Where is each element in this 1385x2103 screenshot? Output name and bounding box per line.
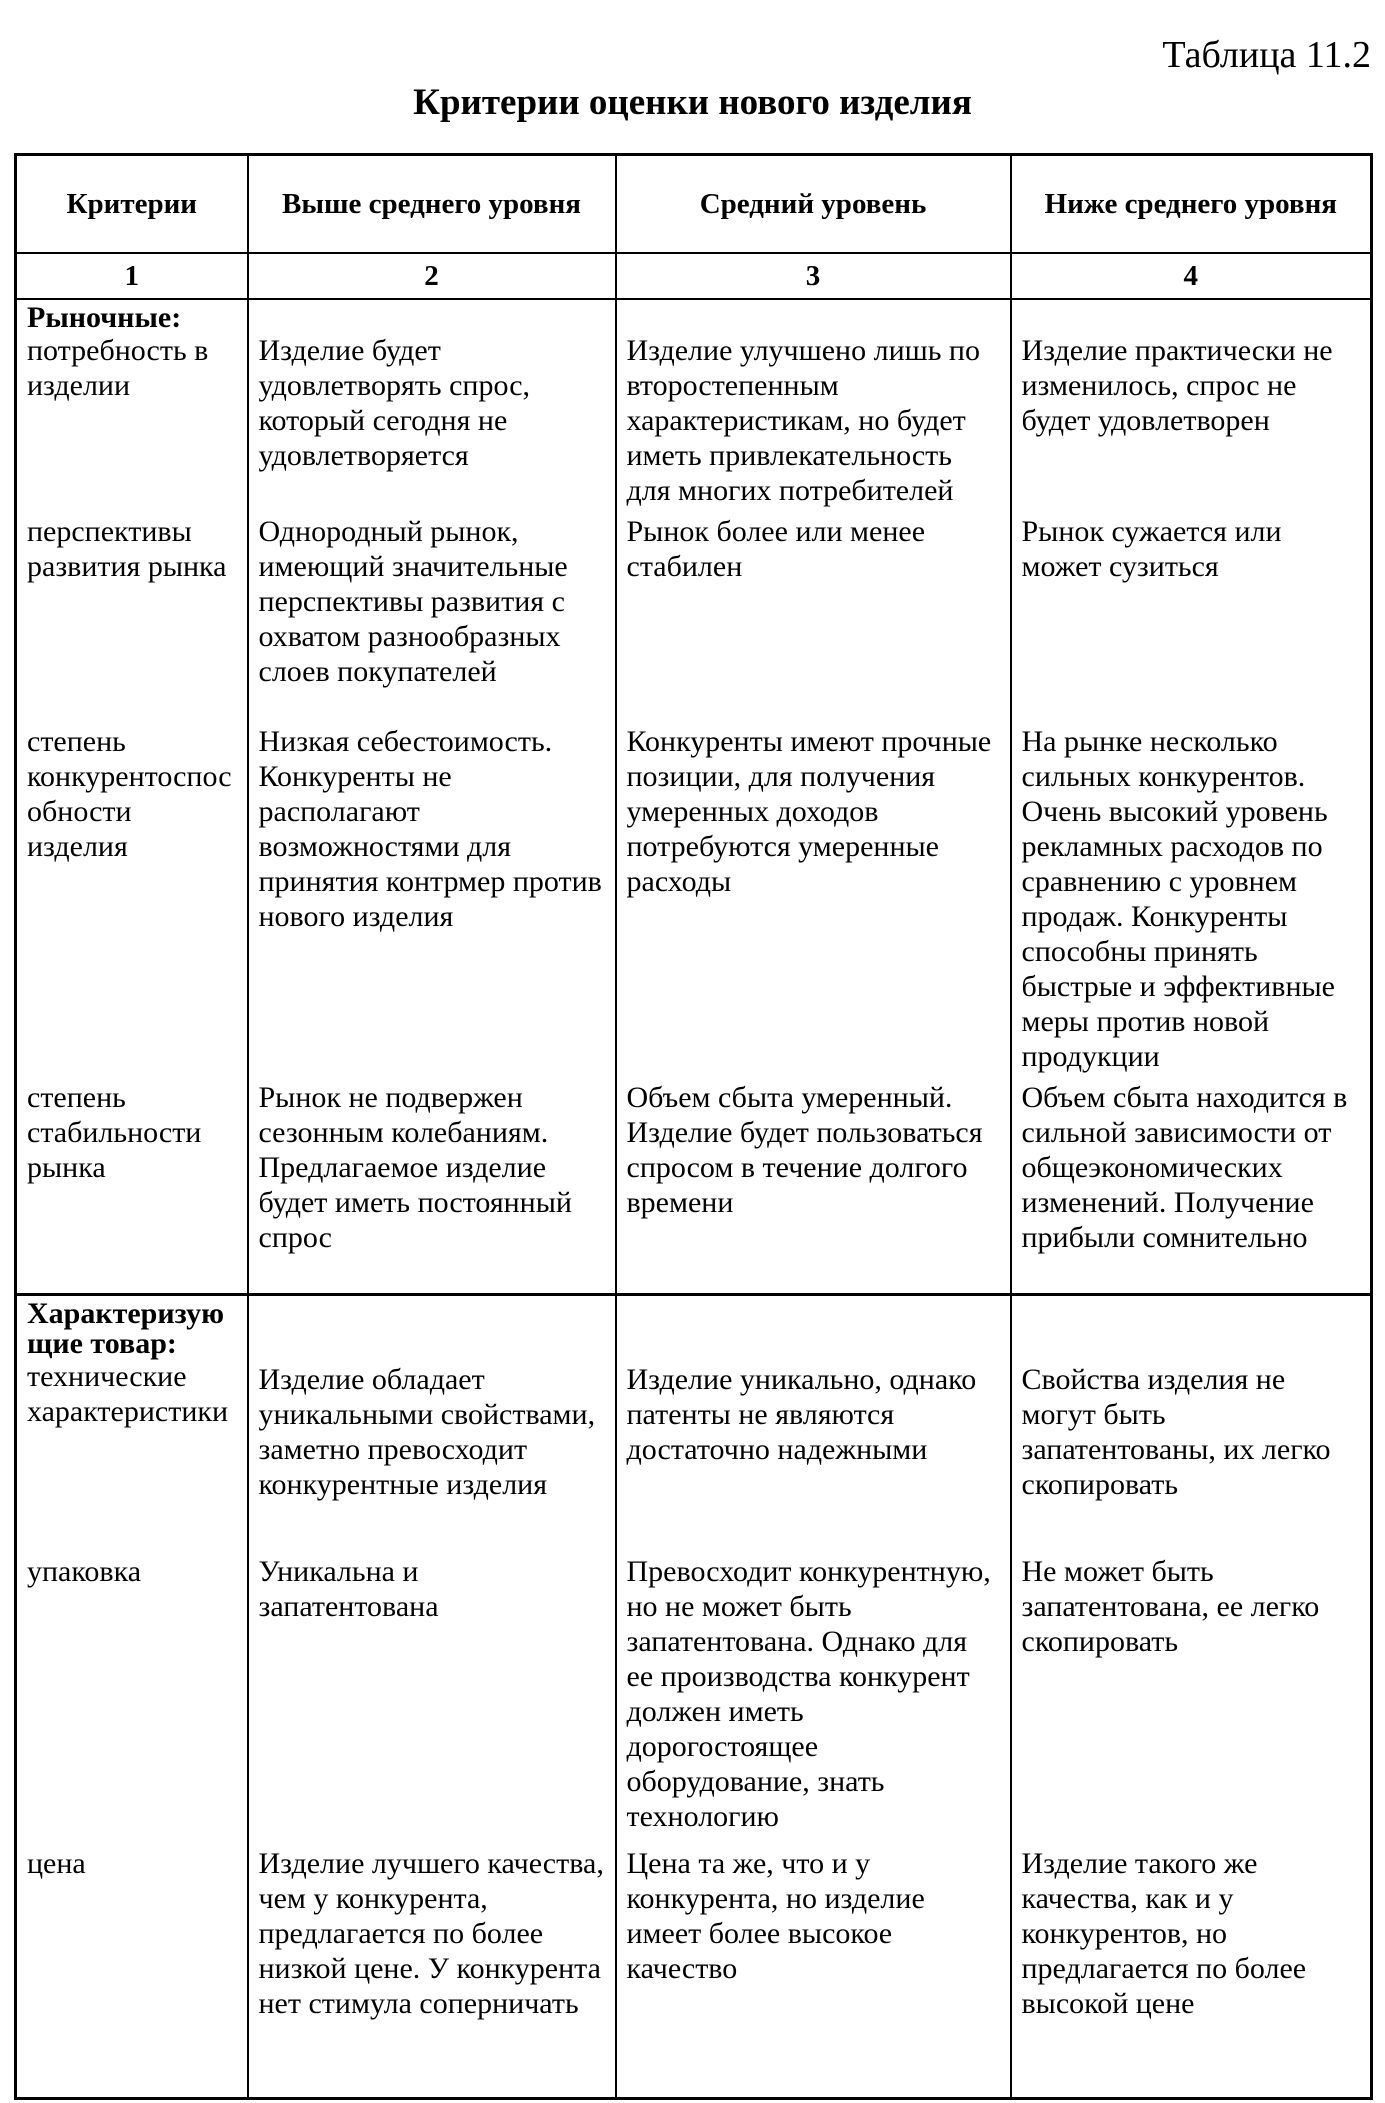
- criterion-cell: [16, 299, 248, 511]
- cell-text: Объем сбыта находится в сильной зависимости от общеэкономических изменений. Получение прибыли сомнительно: [1021, 1080, 1348, 1254]
- cell-text: Объем сбыта умеренный. Изделие будет пользоваться спросом в течение долгого времени: [626, 1080, 983, 1219]
- column-number: 1: [16, 253, 248, 299]
- cell-text: На рынке несколько сильных конкурентов. Очень высокий уровень рекламных расходов по сравнению с уровнем продаж. Конкуренты способны принять быстрые и эффективные меры против новой продукции: [1021, 724, 1335, 1073]
- average-cell: [616, 299, 1011, 511]
- column-number: 4: [1011, 253, 1372, 299]
- criterion-cell: [16, 1843, 248, 2099]
- average-cell: [616, 1843, 1011, 2099]
- average-cell: [616, 1077, 1011, 1295]
- cell-text: Свойства изделия не могут быть запатентованы, их легко скопировать: [1021, 1363, 1331, 1501]
- column-header-average: Средний уровень: [616, 155, 1011, 253]
- table-row: [16, 1843, 1372, 2099]
- column-number: 3: [616, 253, 1011, 299]
- cell-text: Конкуренты имеют прочные позиции, для получения умеренных доходов потребуются умеренные расходы: [626, 724, 992, 898]
- criterion-cell: [16, 1077, 248, 1295]
- cell-text: Превосходит конкурентную, но не может быть запатентована. Однако для ее производства конкурент должен иметь дорогостоящее оборудование, знать технологию: [626, 1554, 991, 1833]
- average-cell: [616, 1295, 1011, 1551]
- below-average-cell: [1011, 1843, 1372, 2099]
- cell-text: Рынок не подвержен сезонным колебаниям. Предлагаемое изделие будет иметь постоянный спрос: [258, 1080, 572, 1254]
- criterion-name: упаковка: [27, 1554, 142, 1588]
- above-average-cell: [248, 721, 616, 1077]
- above-average-cell: [248, 1551, 616, 1843]
- cell-text: Уникальна и запатентована: [258, 1554, 439, 1623]
- header-row: [16, 155, 1372, 253]
- below-average-cell: [1011, 511, 1372, 721]
- table-row: [16, 1077, 1372, 1295]
- cell-text: Изделие практически не изменилось, спрос не будет удовлетворен: [1021, 333, 1333, 437]
- above-average-cell: [248, 1843, 616, 2099]
- criterion-cell: [16, 1295, 248, 1551]
- criterion-cell: [16, 511, 248, 721]
- cell-text: Изделие будет удовлетворять спрос, который сегодня не удовлетворяется: [258, 333, 531, 472]
- cell-text: Изделие такого же качества, как и у конкурентов, но предлагается по более высокой цене: [1021, 1846, 1307, 2020]
- table-row: [16, 1551, 1372, 1843]
- average-cell: [616, 721, 1011, 1077]
- column-number: 2: [248, 253, 616, 299]
- column-header-above-average: Выше среднего уровня: [248, 155, 616, 253]
- criterion-name: потребность в изделии: [27, 333, 209, 402]
- cell-text: Рынок более или менее стабилен: [626, 514, 926, 583]
- criterion-name: степень стабильности рынка: [27, 1080, 202, 1184]
- table-row: [16, 1295, 1372, 1551]
- cell-text: Изделие улучшено лишь по второстепенным характеристикам, но будет иметь привлекательность для многих потребителей: [626, 333, 980, 507]
- cell-text: Изделие обладает уникальными свойствами, заметно превосходит конкурентные изделия: [258, 1363, 596, 1501]
- below-average-cell: [1011, 1551, 1372, 1843]
- criterion-name: степень конкурентоспособности изделия: [27, 724, 232, 863]
- cell-text: Низкая себестоимость. Конкуренты не располагают возможностями для принятия контрмер против нового изделия: [258, 724, 602, 933]
- table-row: [16, 299, 1372, 511]
- criteria-table: [14, 153, 1373, 2100]
- criterion-name: перспективы развития рынка: [27, 514, 227, 583]
- table-row: [16, 511, 1372, 721]
- cell-text: Цена та же, что и у конкурента, но изделие имеет более высокое качество: [626, 1846, 925, 1985]
- column-number-row: [16, 253, 1372, 299]
- above-average-cell: [248, 511, 616, 721]
- cell-text: Рынок сужается или может сузиться: [1021, 514, 1282, 583]
- section-label-product: Характеризующие товар:: [27, 1297, 225, 1360]
- section-label-market: Рыночные:: [27, 300, 182, 334]
- cell-text: Изделие лучшего качества, чем у конкурента, предлагается по более низкой цене. У конкурента нет стимула соперничать: [258, 1846, 604, 2020]
- table-title: Критерии оценки нового изделия: [413, 82, 972, 123]
- cell-text: Не может быть запатентована, ее легко скопировать: [1021, 1554, 1320, 1658]
- table-row: [16, 721, 1372, 1077]
- criterion-name: цена: [27, 1846, 86, 1880]
- cell-text: Однородный рынок, имеющий значительные перспективы развития с охватом разнообразных слоев покупателей: [258, 514, 568, 688]
- criterion-name: технические характеристики: [27, 1360, 229, 1428]
- column-header-criteria: Критерии: [16, 155, 248, 253]
- average-cell: [616, 511, 1011, 721]
- above-average-cell: [248, 1077, 616, 1295]
- below-average-cell: [1011, 1077, 1372, 1295]
- criterion-cell: [16, 1551, 248, 1843]
- below-average-cell: [1011, 721, 1372, 1077]
- below-average-cell: [1011, 1295, 1372, 1551]
- column-header-below-average: Ниже среднего уровня: [1011, 155, 1372, 253]
- table-number: Таблица 11.2: [1162, 34, 1371, 76]
- above-average-cell: [248, 299, 616, 511]
- criterion-cell: [16, 721, 248, 1077]
- average-cell: [616, 1551, 1011, 1843]
- cell-text: Изделие уникально, однако патенты не являются достаточно надежными: [626, 1363, 977, 1466]
- above-average-cell: [248, 1295, 616, 1551]
- below-average-cell: [1011, 299, 1372, 511]
